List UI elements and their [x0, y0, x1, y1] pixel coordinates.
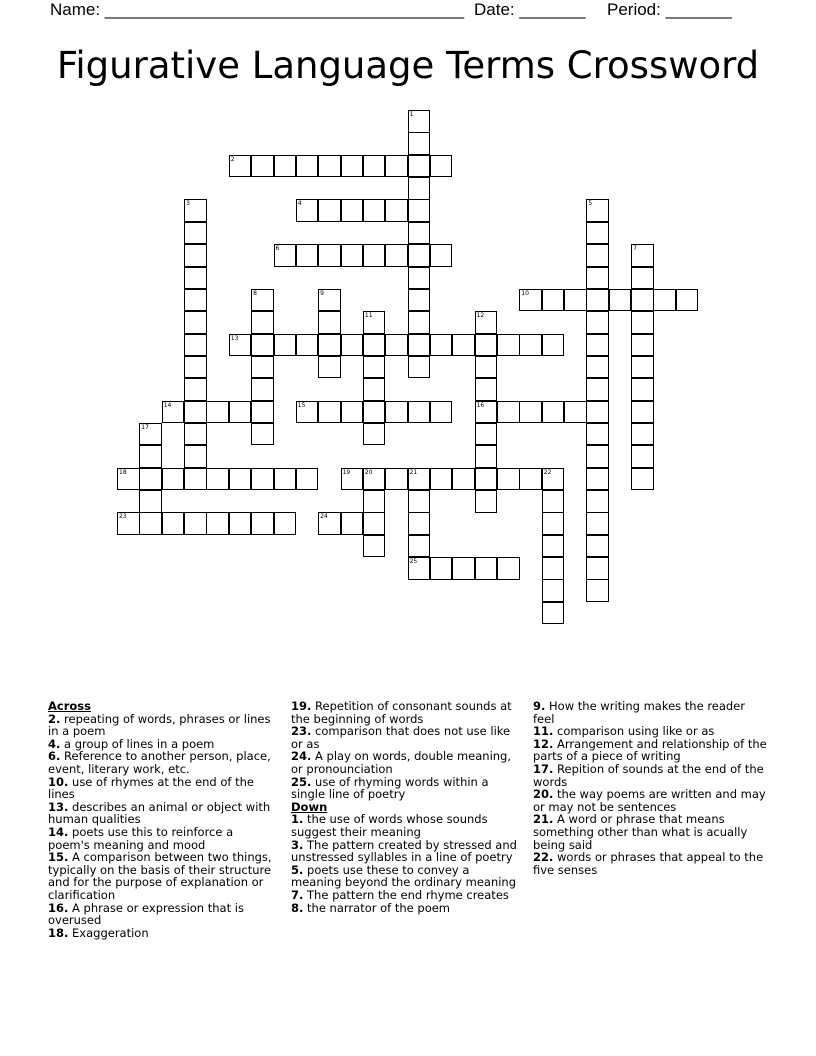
clue-number-label: 18. [48, 925, 69, 940]
crossword-cell[interactable] [631, 311, 654, 334]
crossword-cell[interactable] [586, 535, 609, 558]
crossword-cell[interactable] [475, 311, 498, 334]
crossword-cell[interactable] [162, 512, 185, 535]
crossword-cell[interactable] [184, 311, 207, 334]
crossword-cell[interactable] [586, 512, 609, 535]
crossword-cell[interactable] [475, 378, 498, 401]
down-clue [533, 813, 769, 851]
crossword-cell[interactable] [139, 445, 162, 468]
crossword-cell[interactable] [497, 468, 520, 491]
crossword-cell[interactable] [519, 289, 542, 312]
down-clue [291, 902, 517, 915]
clue-number: 19 [342, 468, 351, 476]
clue-text: the narrator of the poem [307, 900, 451, 915]
down-clue [533, 700, 769, 725]
crossword-cell[interactable] [206, 468, 229, 491]
crossword-cell[interactable] [184, 199, 207, 222]
crossword-cell[interactable] [318, 155, 341, 178]
crossword-cell[interactable] [452, 468, 475, 491]
clue-number-label: 2. [48, 711, 61, 726]
crossword-cell[interactable] [586, 244, 609, 267]
crossword-cell[interactable] [296, 199, 319, 222]
crossword-cell[interactable] [184, 401, 207, 424]
crossword-cell[interactable] [408, 267, 431, 290]
clue-number: 9 [320, 289, 324, 297]
crossword-cell[interactable] [251, 289, 274, 312]
crossword-cell[interactable] [542, 490, 565, 513]
crossword-cell[interactable] [631, 445, 654, 468]
clue-number-label: 9. [533, 699, 546, 713]
crossword-cell[interactable] [586, 490, 609, 513]
crossword-cell[interactable] [251, 423, 274, 446]
crossword-cell[interactable] [586, 267, 609, 290]
crossword-cell[interactable] [586, 423, 609, 446]
crossword-cell[interactable] [631, 468, 654, 491]
crossword-cell[interactable] [318, 289, 341, 312]
crossword-cell[interactable] [475, 445, 498, 468]
clue-number: 12 [476, 312, 485, 320]
across-clue [291, 776, 517, 801]
crossword-cell[interactable] [363, 490, 386, 513]
clue-number-label: 21. [533, 812, 554, 827]
crossword-cell[interactable] [363, 311, 386, 334]
page-title: Figurative Language Terms Crossword [56, 44, 760, 87]
clue-number: 17 [141, 423, 149, 431]
crossword-cell[interactable] [542, 289, 565, 312]
crossword-cell[interactable] [363, 356, 386, 379]
crossword-cell[interactable] [162, 468, 185, 491]
crossword-cell[interactable] [184, 445, 207, 468]
crossword-cell[interactable] [631, 289, 654, 312]
crossword-cell[interactable] [206, 401, 229, 424]
crossword-cell[interactable] [408, 401, 431, 424]
crossword-cell[interactable] [542, 602, 565, 625]
clue-number-label: 24. [291, 749, 312, 764]
crossword-cell[interactable] [184, 512, 207, 535]
crossword-cell[interactable] [653, 289, 676, 312]
crossword-cell[interactable] [251, 401, 274, 424]
crossword-cell[interactable] [430, 468, 453, 491]
clues-column-2 [291, 700, 517, 914]
clue-number: 8 [253, 289, 257, 297]
clue-text: Repition of sounds at the end of the words [533, 761, 764, 789]
crossword-cell[interactable] [274, 334, 297, 357]
crossword-cell[interactable] [162, 401, 185, 424]
crossword-cell[interactable] [385, 155, 408, 178]
crossword-cell[interactable] [408, 177, 431, 200]
clue-number-label: 7. [291, 887, 304, 902]
crossword-cell[interactable] [274, 155, 297, 178]
crossword-cell[interactable] [475, 490, 498, 513]
clue-number-label: 3. [291, 837, 304, 852]
crossword-cell[interactable] [229, 401, 252, 424]
crossword-cell[interactable] [542, 535, 565, 558]
clue-text: A comparison between two things, typically on the basis of their structure and for the purpose of explanation or clarification [48, 850, 272, 902]
crossword-cell[interactable] [318, 199, 341, 222]
crossword-cell[interactable] [341, 401, 364, 424]
crossword-cell[interactable] [385, 468, 408, 491]
crossword-cell[interactable] [430, 334, 453, 357]
crossword-cell[interactable] [341, 334, 364, 357]
crossword-cell[interactable] [408, 468, 431, 491]
clue-number-label: 19. [291, 699, 312, 713]
clue-text: A word or phrase that means something other than what is acually being said [533, 812, 748, 852]
clue-text: Exaggeration [72, 925, 149, 940]
crossword-cell[interactable] [564, 401, 587, 424]
crossword-cell[interactable] [229, 155, 252, 178]
crossword-cell[interactable] [475, 423, 498, 446]
crossword-cell[interactable] [586, 356, 609, 379]
crossword-cell[interactable] [251, 468, 274, 491]
crossword-cell[interactable] [519, 401, 542, 424]
crossword-cell[interactable] [184, 222, 207, 245]
across-clue [48, 927, 278, 940]
across-clue [48, 750, 278, 775]
across-clue [48, 801, 278, 826]
crossword-cell[interactable] [251, 155, 274, 178]
crossword-cell[interactable] [542, 557, 565, 580]
crossword-cell[interactable] [408, 132, 431, 155]
crossword-cell[interactable] [631, 334, 654, 357]
crossword-cell[interactable] [251, 311, 274, 334]
crossword-cell[interactable] [139, 423, 162, 446]
clue-number: 2 [230, 155, 235, 163]
crossword-cell[interactable] [586, 557, 609, 580]
down-clue [291, 864, 517, 889]
down-clue [533, 788, 769, 813]
crossword-cell[interactable] [408, 222, 431, 245]
across-clue [291, 750, 517, 775]
crossword-cell[interactable] [497, 401, 520, 424]
crossword-cell[interactable] [184, 289, 207, 312]
crossword-cell[interactable] [229, 468, 252, 491]
clue-text: Arrangement and relationship of the parts of a piece of writing [533, 736, 767, 764]
crossword-cell[interactable] [452, 334, 475, 357]
crossword-cell[interactable] [408, 199, 431, 222]
clue-number-label: 23. [291, 724, 312, 739]
crossword-cell[interactable] [586, 289, 609, 312]
crossword-cell[interactable] [363, 468, 386, 491]
crossword-cell[interactable] [542, 468, 565, 491]
crossword-cell[interactable] [542, 334, 565, 357]
crossword-cell[interactable] [296, 244, 319, 267]
clue-number: 24 [320, 513, 328, 521]
period-field[interactable]: Period: _______ [607, 0, 732, 19]
crossword-cell[interactable] [408, 512, 431, 535]
clues-column-3 [533, 700, 769, 876]
crossword-cell[interactable] [408, 490, 431, 513]
crossword-cell[interactable] [363, 401, 386, 424]
across-clue [48, 826, 278, 851]
crossword-cell[interactable] [184, 334, 207, 357]
crossword-cell[interactable] [139, 512, 162, 535]
crossword-cell[interactable] [385, 199, 408, 222]
clue-text: The pattern created by stressed and unstressed syllables in a line of poetry [291, 837, 517, 865]
down-clue [533, 738, 769, 763]
across-heading: Across [48, 699, 91, 713]
name-field[interactable]: Name: ______________________________________ [50, 0, 465, 19]
crossword-cell[interactable] [318, 356, 341, 379]
down-clue [533, 763, 769, 788]
crossword-cell[interactable] [430, 244, 453, 267]
clue-number: 15 [297, 401, 306, 409]
crossword-cell[interactable] [475, 356, 498, 379]
clue-number-label: 16. [48, 900, 69, 915]
clue-text: Repetition of consonant sounds at the beginning of words [291, 699, 512, 726]
across-clue [48, 776, 278, 801]
crossword-cell[interactable] [385, 244, 408, 267]
crossword-cell[interactable] [542, 512, 565, 535]
crossword-cell[interactable] [631, 378, 654, 401]
across-clue [48, 902, 278, 927]
clue-text: poets use this to reinforce a poem's meaning and mood [48, 824, 234, 852]
clue-number-label: 22. [533, 850, 554, 865]
crossword-cell[interactable] [408, 557, 431, 580]
clue-number: 13 [230, 334, 239, 342]
crossword-cell[interactable] [274, 468, 297, 491]
clue-number: 6 [275, 245, 280, 253]
crossword-cell[interactable] [586, 579, 609, 602]
crossword-cell[interactable] [184, 267, 207, 290]
crossword-cell[interactable] [564, 289, 587, 312]
crossword-cell[interactable] [341, 512, 364, 535]
crossword-cell[interactable] [117, 468, 140, 491]
clue-number: 25 [409, 558, 418, 565]
down-clue [291, 839, 517, 864]
clues-column-1 [48, 700, 278, 939]
crossword-cell[interactable] [341, 199, 364, 222]
crossword-cell[interactable] [117, 512, 140, 535]
crossword-cell[interactable] [519, 468, 542, 491]
clue-number: 18 [119, 468, 127, 476]
clue-number: 22 [543, 468, 552, 476]
crossword-cell[interactable] [519, 334, 542, 357]
crossword-cell[interactable] [542, 401, 565, 424]
crossword-cell[interactable] [586, 334, 609, 357]
clue-text: the way poems are written and may or may not be sentences [533, 787, 766, 814]
crossword-cell[interactable] [586, 222, 609, 245]
across-clue [48, 851, 278, 901]
clue-number: 20 [364, 468, 373, 476]
clue-number: 21 [409, 468, 418, 476]
crossword-cell[interactable] [408, 110, 431, 133]
crossword-cell[interactable] [408, 289, 431, 312]
crossword-cell[interactable] [408, 535, 431, 558]
clue-number-label: 14. [48, 824, 69, 839]
crossword-cell[interactable] [430, 155, 453, 178]
clue-text: How the writing makes the reader feel [533, 699, 746, 726]
crossword-cell[interactable] [318, 334, 341, 357]
clue-number-label: 1. [291, 812, 304, 827]
crossword-cell[interactable] [408, 244, 431, 267]
crossword-cell[interactable] [363, 512, 386, 535]
crossword-cell[interactable] [475, 401, 498, 424]
crossword-cell[interactable] [363, 378, 386, 401]
crossword-cell[interactable] [408, 155, 431, 178]
clue-number: 23 [119, 513, 127, 521]
crossword-cell[interactable] [542, 579, 565, 602]
clue-number: 4 [297, 200, 302, 208]
clue-number-label: 5. [291, 862, 304, 877]
clue-number-label: 17. [533, 761, 554, 776]
clue-text: Reference to another person, place, event, literary work, etc. [48, 749, 271, 776]
crossword-cell[interactable] [586, 311, 609, 334]
crossword-cell[interactable] [408, 334, 431, 357]
clue-number-label: 13. [48, 799, 69, 814]
crossword-cell[interactable] [609, 289, 632, 312]
clue-text: use of rhyming words within a single line of poetry [291, 774, 489, 802]
crossword-cell[interactable] [385, 401, 408, 424]
clue-number: 5 [588, 200, 593, 208]
crossword-cell[interactable] [251, 378, 274, 401]
clue-number-label: 20. [533, 787, 554, 802]
crossword-cell[interactable] [274, 512, 297, 535]
clue-text: comparison that does not use like or as [291, 724, 511, 751]
crossword-cell[interactable] [676, 289, 699, 312]
crossword-cell[interactable] [184, 423, 207, 446]
crossword-cell[interactable] [184, 468, 207, 491]
crossword-cell[interactable] [229, 512, 252, 535]
crossword-cell[interactable] [274, 244, 297, 267]
clue-text: describes an animal or object with human qualities [48, 799, 271, 827]
crossword-cell[interactable] [251, 512, 274, 535]
crossword-cell[interactable] [586, 199, 609, 222]
clue-number-label: 4. [48, 736, 61, 751]
crossword-cell[interactable] [631, 244, 654, 267]
crossword-cell[interactable] [430, 557, 453, 580]
clue-text: words or phrases that appeal to the five senses [533, 850, 764, 877]
crossword-cell[interactable] [363, 423, 386, 446]
clue-number-label: 8. [291, 900, 304, 915]
crossword-cell[interactable] [631, 423, 654, 446]
crossword-cell[interactable] [586, 468, 609, 491]
clue-text: the use of words whose sounds suggest their meaning [291, 812, 488, 839]
clue-number: 3 [186, 200, 190, 208]
across-clue [291, 700, 517, 725]
crossword-cell[interactable] [318, 311, 341, 334]
clue-number: 14 [163, 401, 172, 409]
down-heading: Down [291, 799, 328, 814]
crossword-cell[interactable] [341, 244, 364, 267]
crossword-cell[interactable] [586, 445, 609, 468]
crossword-cell[interactable] [631, 401, 654, 424]
crossword-cell[interactable] [475, 468, 498, 491]
clue-number: 16 [476, 401, 485, 409]
clue-text: poets use these to convey a meaning beyond the ordinary meaning [291, 862, 517, 890]
crossword-cell[interactable] [586, 378, 609, 401]
clue-text: The pattern the end rhyme creates [307, 887, 509, 902]
crossword-cell[interactable] [497, 557, 520, 580]
clue-number: 1 [409, 111, 414, 118]
clue-text: a group of lines in a poem [64, 736, 215, 751]
clue-text: A play on words, double meaning, or pronounciation [291, 749, 512, 776]
clue-number-label: 6. [48, 749, 61, 764]
crossword-cell[interactable] [631, 356, 654, 379]
crossword-cell[interactable] [139, 490, 162, 513]
crossword-cell[interactable] [251, 356, 274, 379]
crossword-cell[interactable] [363, 199, 386, 222]
crossword-cell[interactable] [452, 557, 475, 580]
down-clue [533, 851, 769, 876]
down-clue [291, 813, 517, 838]
crossword-cell[interactable] [430, 401, 453, 424]
clue-number: 10 [521, 289, 529, 297]
crossword-cell[interactable] [475, 334, 498, 357]
crossword-cell[interactable] [184, 378, 207, 401]
crossword-cell[interactable] [631, 267, 654, 290]
crossword-cell[interactable] [184, 244, 207, 267]
crossword-cell[interactable] [206, 512, 229, 535]
crossword-cell[interactable] [341, 155, 364, 178]
crossword-cell[interactable] [363, 155, 386, 178]
crossword-cell[interactable] [296, 468, 319, 491]
crossword-cell[interactable] [408, 311, 431, 334]
clue-number-label: 25. [291, 774, 312, 789]
crossword-cell[interactable] [139, 468, 162, 491]
crossword-cell[interactable] [229, 334, 252, 357]
crossword-cell[interactable] [586, 401, 609, 424]
crossword-cell[interactable] [296, 401, 319, 424]
crossword-cell[interactable] [296, 334, 319, 357]
crossword-cell[interactable] [363, 244, 386, 267]
crossword-cell[interactable] [341, 468, 364, 491]
clue-number-label: 15. [48, 850, 69, 865]
crossword-cell[interactable] [497, 334, 520, 357]
crossword-cell[interactable] [318, 244, 341, 267]
across-clue [48, 713, 278, 738]
crossword-cell[interactable] [318, 512, 341, 535]
clue-number: 11 [364, 312, 373, 320]
crossword-cell[interactable] [251, 334, 274, 357]
crossword-cell[interactable] [363, 334, 386, 357]
crossword-cell[interactable] [385, 334, 408, 357]
date-field[interactable]: Date: _______ [474, 0, 586, 19]
clue-number-label: 10. [48, 774, 69, 789]
clue-number-label: 12. [533, 736, 554, 751]
clue-text: A phrase or expression that is overused [48, 900, 244, 928]
clue-number: 7 [633, 245, 637, 253]
clue-text: repeating of words, phrases or lines in a poem [48, 711, 271, 739]
clue-number-label: 11. [533, 724, 554, 739]
clue-text: use of rhymes at the end of the lines [48, 774, 254, 802]
across-clue [291, 725, 517, 750]
crossword-cell[interactable] [408, 356, 431, 379]
crossword-cell[interactable] [363, 535, 386, 558]
crossword-cell[interactable] [296, 155, 319, 178]
crossword-cell[interactable] [318, 401, 341, 424]
crossword-cell[interactable] [475, 557, 498, 580]
crossword-cell[interactable] [184, 356, 207, 379]
clue-text: comparison using like or as [557, 724, 715, 739]
